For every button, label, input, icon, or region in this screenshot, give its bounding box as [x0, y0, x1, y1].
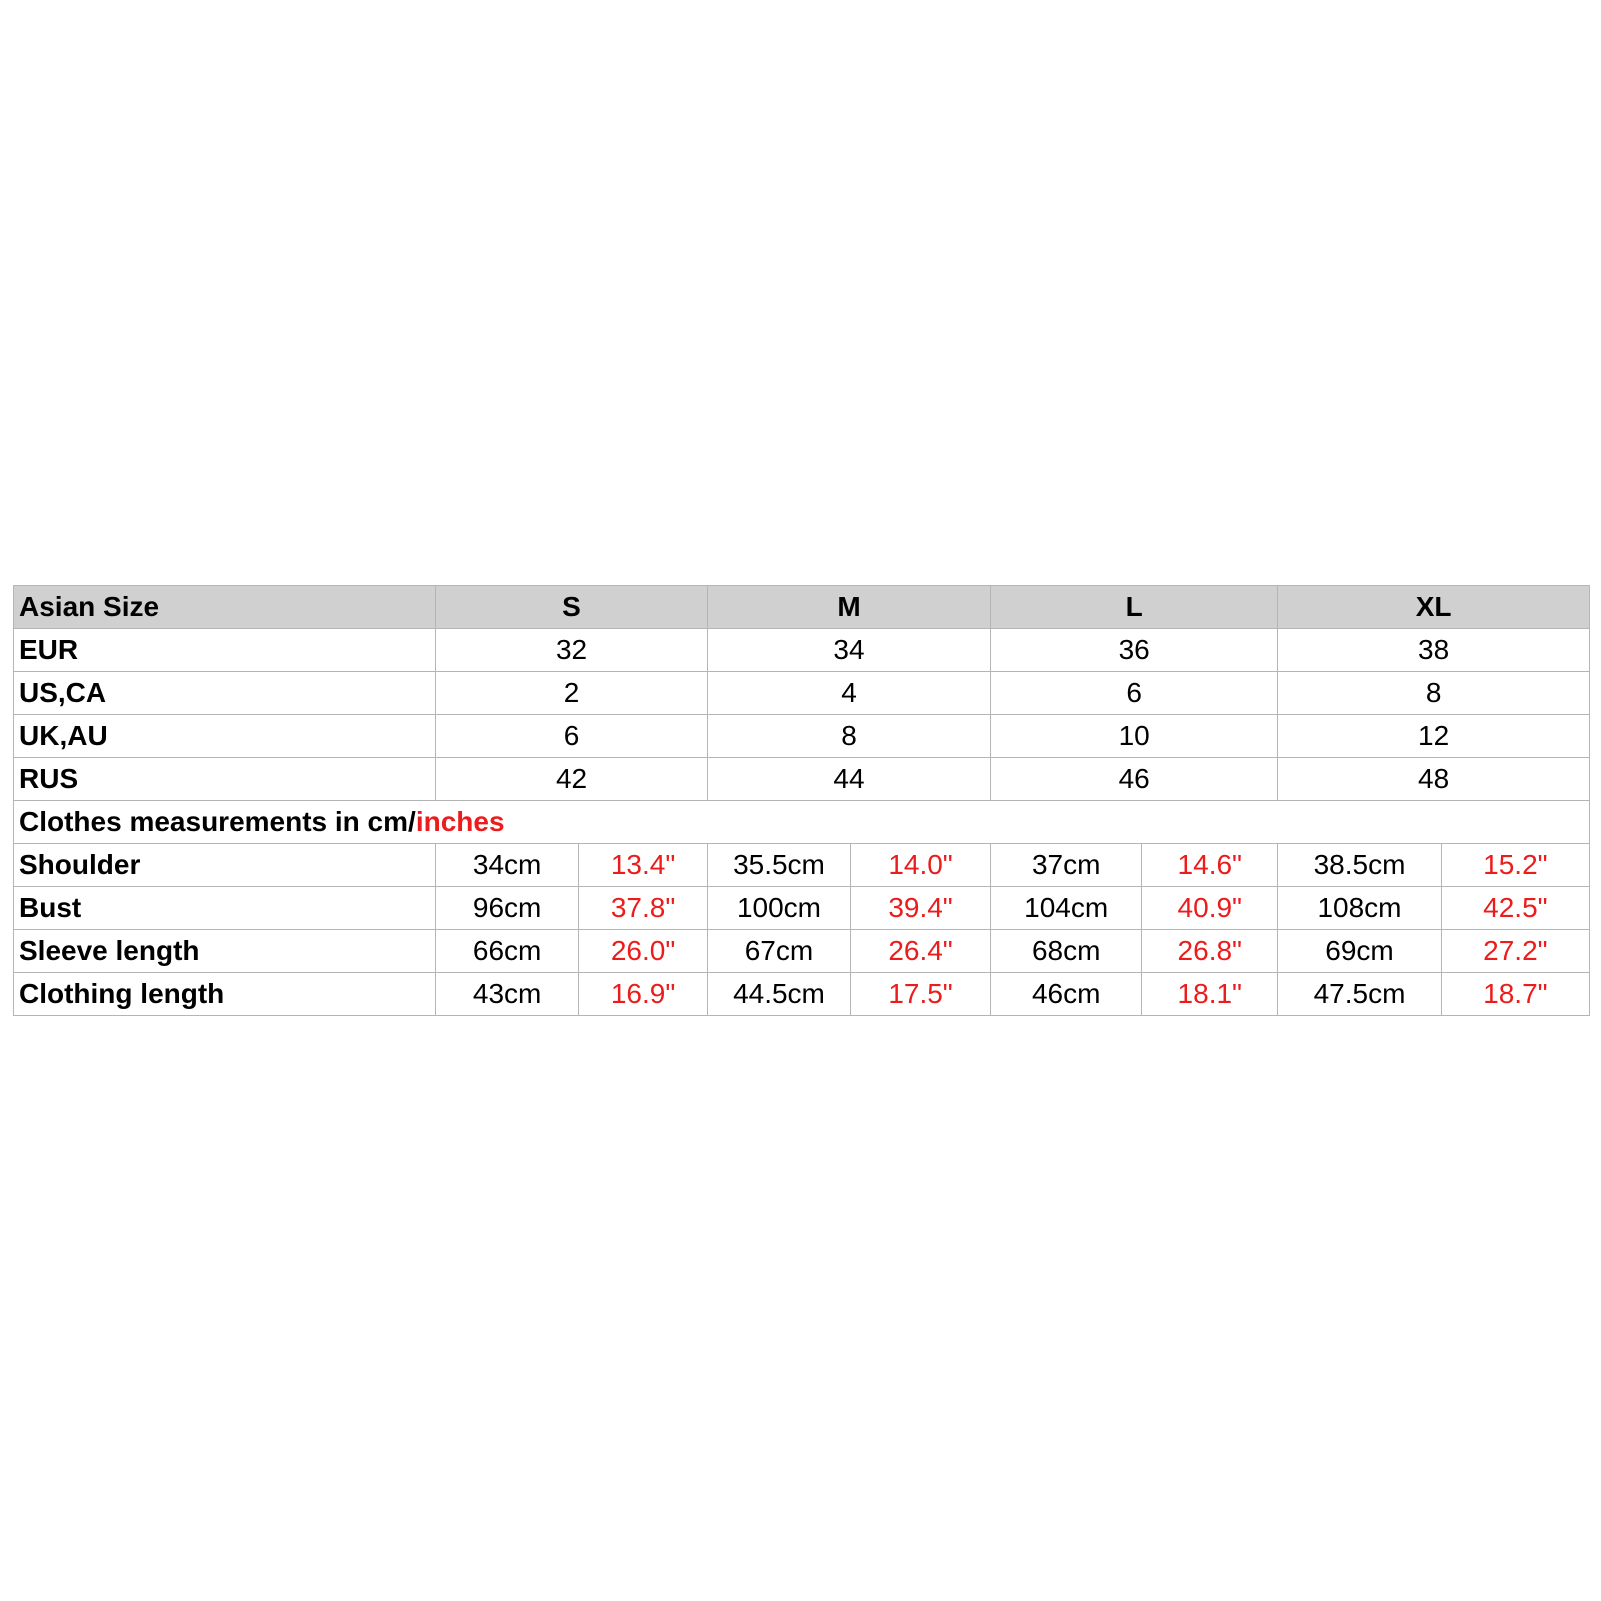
cell-value: 44 [707, 758, 990, 801]
inch-value: 42.5" [1441, 887, 1589, 930]
cell-value: 34 [707, 629, 990, 672]
cm-value: 38.5cm [1278, 844, 1442, 887]
measurement-row-bust [14, 887, 1590, 930]
cell-value: 4 [707, 672, 990, 715]
size-m-header: M [707, 586, 990, 629]
cm-value: 100cm [707, 887, 850, 930]
cell-value: 10 [991, 715, 1278, 758]
inch-value: 17.5" [851, 973, 991, 1016]
measurement-row-sleeve-length [14, 930, 1590, 973]
inch-value: 39.4" [851, 887, 991, 930]
cell-value: 8 [707, 715, 990, 758]
inch-value: 26.4" [851, 930, 991, 973]
row-label: Sleeve length [14, 930, 436, 973]
size-s-header: S [436, 586, 708, 629]
cell-value: 38 [1278, 629, 1590, 672]
cm-value: 69cm [1278, 930, 1442, 973]
row-label: RUS [14, 758, 436, 801]
cell-value: 46 [991, 758, 1278, 801]
cm-value: 46cm [991, 973, 1142, 1016]
cell-value: 6 [436, 715, 708, 758]
measurements-heading [14, 801, 1590, 844]
cell-value: 6 [991, 672, 1278, 715]
cm-value: 43cm [436, 973, 579, 1016]
cell-value: 36 [991, 629, 1278, 672]
asian-size-label: Asian Size [14, 586, 436, 629]
conversion-row-eur [14, 629, 1590, 672]
conversion-row-uk-au [14, 715, 1590, 758]
cm-value: 68cm [991, 930, 1142, 973]
cell-value: 8 [1278, 672, 1590, 715]
cm-value: 108cm [1278, 887, 1442, 930]
cell-value: 48 [1278, 758, 1590, 801]
cell-value: 2 [436, 672, 708, 715]
inch-value: 18.7" [1441, 973, 1589, 1016]
cm-value: 67cm [707, 930, 850, 973]
cm-value: 35.5cm [707, 844, 850, 887]
cell-value: 32 [436, 629, 708, 672]
row-label: Bust [14, 887, 436, 930]
size-l-header: L [991, 586, 1278, 629]
size-xl-header: XL [1278, 586, 1590, 629]
measurement-row-shoulder [14, 844, 1590, 887]
inch-value: 14.6" [1142, 844, 1278, 887]
section-heading-row [14, 801, 1590, 844]
inch-value: 27.2" [1441, 930, 1589, 973]
inch-value: 37.8" [579, 887, 708, 930]
cm-value: 47.5cm [1278, 973, 1442, 1016]
size-chart-table [13, 585, 1590, 1016]
header-row [14, 586, 1590, 629]
inch-value: 14.0" [851, 844, 991, 887]
row-label: Shoulder [14, 844, 436, 887]
heading-inches: inches [415, 806, 505, 837]
inch-value: 13.4" [579, 844, 708, 887]
cm-value: 44.5cm [707, 973, 850, 1016]
row-label: UK,AU [14, 715, 436, 758]
cm-value: 37cm [991, 844, 1142, 887]
row-label: Clothing length [14, 973, 436, 1016]
conversion-row-us-ca [14, 672, 1590, 715]
cell-value: 12 [1278, 715, 1590, 758]
cm-value: 34cm [436, 844, 579, 887]
measurement-row-clothing-length [14, 973, 1590, 1016]
cm-value: 66cm [436, 930, 579, 973]
inch-value: 26.8" [1142, 930, 1278, 973]
cm-value: 104cm [991, 887, 1142, 930]
inch-value: 16.9" [579, 973, 708, 1016]
heading-prefix: Clothes measurements in cm/ [19, 806, 416, 837]
inch-value: 40.9" [1142, 887, 1278, 930]
cell-value: 42 [436, 758, 708, 801]
cm-value: 96cm [436, 887, 579, 930]
row-label: US,CA [14, 672, 436, 715]
row-label: EUR [14, 629, 436, 672]
conversion-row-rus [14, 758, 1590, 801]
inch-value: 26.0" [579, 930, 708, 973]
inch-value: 18.1" [1142, 973, 1278, 1016]
inch-value: 15.2" [1441, 844, 1589, 887]
